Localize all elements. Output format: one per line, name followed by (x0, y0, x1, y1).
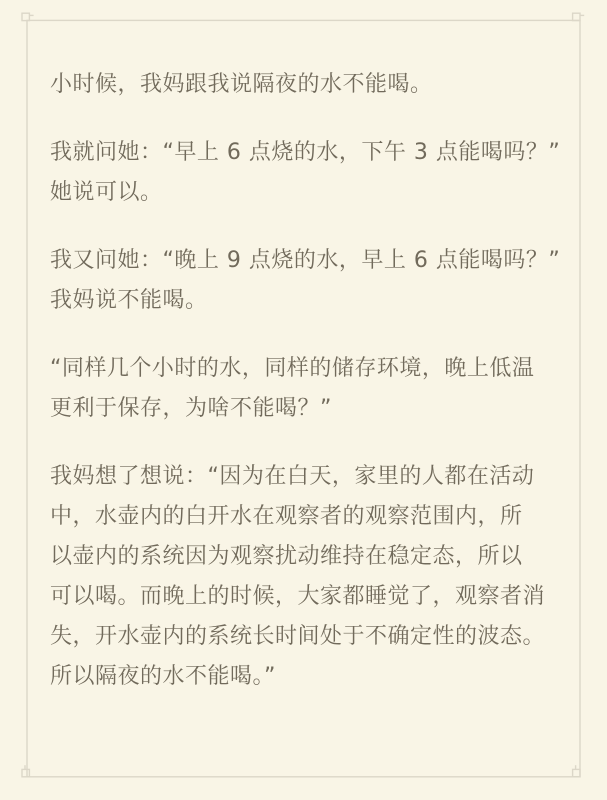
text-line: 中，水壶内的白开水在观察者的观察范围内，所 (50, 504, 523, 529)
text-line: 我又问她：“晚上 9 点烧的水，早上 6 点能喝吗？” (50, 248, 561, 273)
paragraph (50, 133, 562, 213)
frame-corner-ornament-top-right (573, 13, 585, 20)
text-line: 我妈说不能喝。 (50, 288, 208, 313)
text-line: 小时候，我妈跟我说隔夜的水不能喝。 (50, 72, 433, 97)
paragraph (50, 241, 562, 321)
frame-corner-ornament-bottom-left (22, 765, 29, 777)
text-line: 我妈想了想说：“因为在白天，家里的人都在活动 (50, 464, 535, 489)
text-line: 可以喝。而晚上的时候，大家都睡觉了，观察者消 (50, 584, 546, 609)
text-line: 她说可以。 (50, 180, 163, 205)
text-line: 所以隔夜的水不能喝。” (50, 664, 276, 689)
story-content (50, 65, 562, 697)
text-line: 更利于保存，为啥不能喝？” (50, 396, 332, 421)
paragraph (50, 65, 562, 105)
text-line: 以壶内的系统因为观察扰动维持在稳定态，所以 (50, 544, 523, 569)
frame-corner-ornament-top-left (22, 13, 34, 20)
paragraph (50, 349, 562, 429)
text-line: “同样几个小时的水，同样的储存环境，晚上低温 (50, 356, 535, 381)
text-line: 我就问她：“早上 6 点烧的水，下午 3 点能喝吗？” (50, 140, 561, 165)
text-line: 失，开水壶内的系统长时间处于不确定性的波态。 (50, 624, 546, 649)
frame-corner-ornament-bottom-right (573, 765, 580, 777)
paragraph (50, 457, 562, 697)
